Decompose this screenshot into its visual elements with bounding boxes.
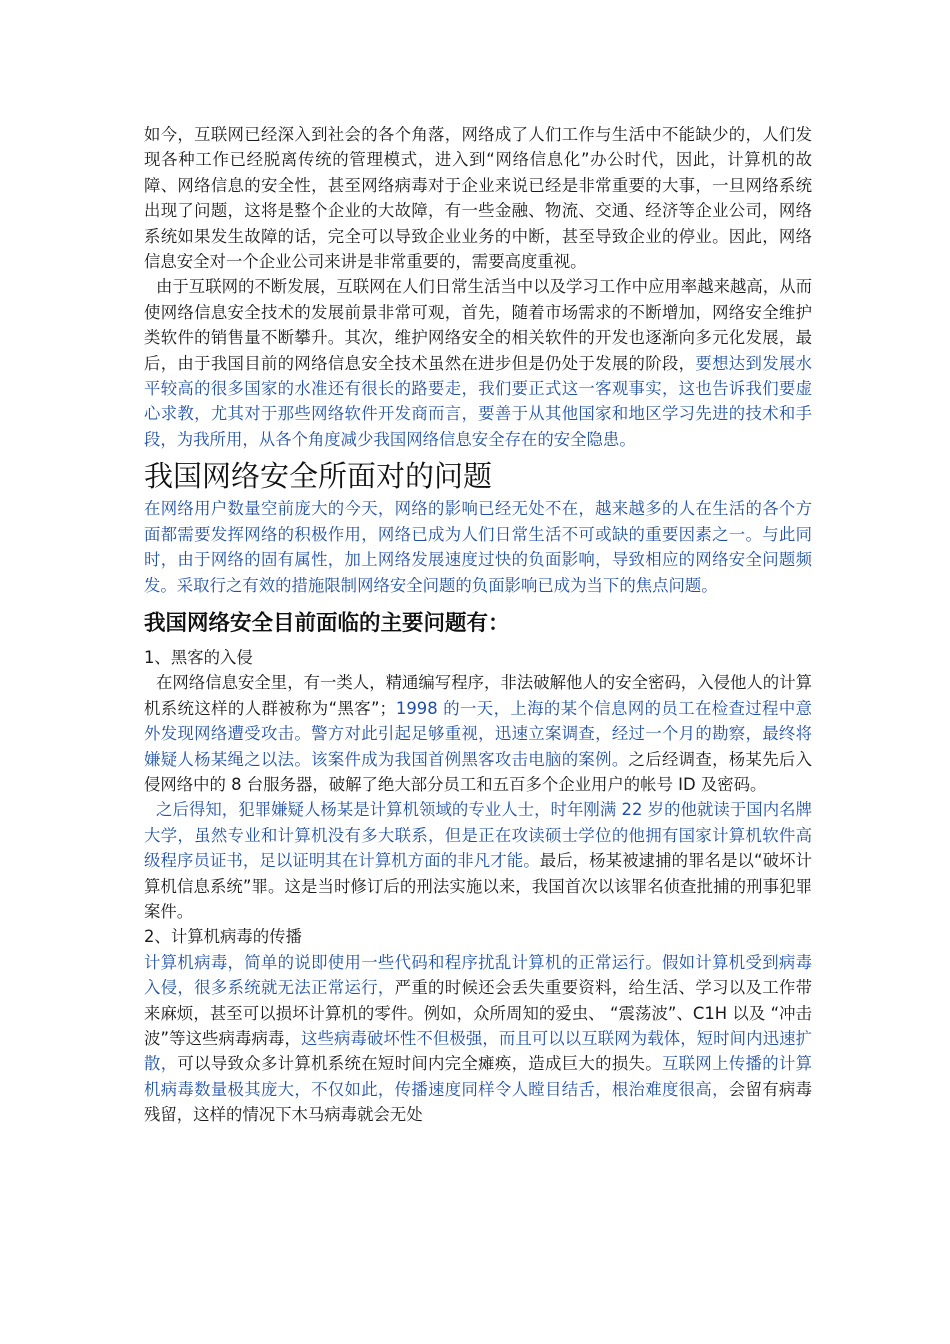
section-problems-body: 在网络用户数量空前庞大的今天，网络的影响已经无处不在，越来越多的人在生活的各个方面都需要发挥网络的积极作用，网络已成为人们日常生活不可或缺的重要因素之一。与此同时，由于网络的固有属性，加上网络发展速度过快的负面影响，导致相应的网络安全问题频发。采取行之有效的措施限制网络安全问题的负面影响已成为当下的焦点问题。 [144, 499, 812, 595]
item-title-hacker: 1、黑客的入侵 [144, 647, 253, 667]
document-page [144, 122, 812, 1128]
hacker-paragraph-1-tail: 之后经调查，杨某先后入侵网络中的 8 台服务器，破解了绝大部分员工和五百多个企业用户的帐号 ID 及密码。 [144, 749, 813, 794]
intro-paragraph-2-text: 由于互联网的不断发展，互联网在人们日常生活当中以及学习工作中应用率越来越高，从而使网络信息安全技术的发展前景非常可观，首先，随着市场需求的不断增加，网络安全维护类软件的销售量不断攀升。其次，维护网络安全的相关软件的开发也逐渐向多元化发展，最后，由于我国目前的网络信息安全技术虽然在进步但是仍处于发展的阶段， [144, 277, 812, 373]
section-heading-problems: 我国网络安全所面对的问题 [144, 459, 493, 494]
hacker-paragraph-2-highlight: 之后得知，犯罪嫌疑人杨某是计算机领域的专业人士，时年刚满 22 岁的他就读于国内名牌大学，虽然专业和计算机没有多大联系，但是正在攻读硕士学位的他拥有国家计算机软件高级程序员证书，足以证明其在计算机方面的非凡才能。 [144, 800, 812, 871]
hacker-paragraph-1-text: 在网络信息安全里，有一类人，精通编写程序，非法破解他人的安全密码，入侵他人的计算机系统这样的人群被称为“黑客”； [144, 673, 812, 718]
intro-paragraph-1 [144, 122, 812, 274]
hacker-paragraph-1-highlight: 1998 的一天，上海的某个信息网的员工在检查过程中意外发现网络遭受攻击。警方对此引起足够重视，迅速立案调查，经过一个月的勘察，最终将嫌疑人杨某绳之以法。该案件成为我国首例黑客攻击电脑的案例。 [144, 698, 813, 769]
hacker-paragraph-2-text: 最后，杨某被逮捕的罪名是以“破坏计算机信息系统”罪。这是当时修订后的刑法实施以来，我国首次以该罪名侦查批捕的刑事犯罪案件。 [144, 851, 812, 921]
section-heading-main-problems: 我国网络安全目前面临的主要问题有： [144, 610, 510, 636]
virus-text-2: 可以导致众多计算机系统在短时间内完全瘫痪，造成巨大的损失。 [177, 1054, 662, 1074]
intro-paragraph-2-highlight: 要想达到发展水平较高的很多国家的水准还有很长的路要走，我们要正式这一客观事实，这也告诉我们要虚心求教，尤其对于那些网络软件开发商而言，要善于从其他国家和地区学习先进的技术和手段，为我所用，从各个角度减少我国网络信息安全存在的安全隐患。 [144, 353, 813, 449]
virus-text-1: 严重的时候还会丢失重要资料，给生活、学习以及工作带来麻烦，甚至可以损坏计算机的零件。例如，众所周知的爱虫、 “震荡波”、C1H 以及 “冲击波”等这些病毒病毒， [144, 978, 813, 1048]
item-title-virus: 2、计算机病毒的传播 [144, 927, 302, 947]
virus-paragraph [144, 950, 812, 1128]
intro-paragraph-2 [144, 274, 812, 452]
hacker-paragraph-1 [144, 670, 812, 797]
intro-paragraph-1-text: 如今，互联网已经深入到社会的各个角落，网络成了人们工作与生活中不能缺少的，人们发现各种工作已经脱离传统的管理模式，进入到“网络信息化”办公时代，因此，计算机的故障、网络信息的安全性，甚至网络病毒对于企业来说已经是非常重要的大事，一旦网络系统出现了问题，这将是整个企业的大故障，有一些金融、物流、交通、经济等企业公司，网络系统如果发生故障的话，完全可以导致企业业务的中断，甚至导致企业的停业。因此，网络信息安全对一个企业公司来讲是非常重要的，需要高度重视。 [144, 125, 812, 272]
virus-highlight-3: 互联网上传播的计算机病毒数量极其庞大，不仅如此，传播速度同样令人瞠目结舌，根治难度很高， [144, 1054, 813, 1099]
virus-text-3: 会留有病毒残留，这样的情况下木马病毒就会无处 [144, 1079, 813, 1125]
virus-highlight-1: 计算机病毒，简单的说即使用一些代码和程序扰乱计算机的正常运行。假如计算机受到病毒入侵，很多系统就无法正常运行， [144, 952, 812, 998]
hacker-paragraph-2 [144, 797, 812, 924]
virus-highlight-2: 这些病毒破坏性不但极强，而且可以以互联网为载体，短时间内迅速扩散， [144, 1029, 812, 1074]
